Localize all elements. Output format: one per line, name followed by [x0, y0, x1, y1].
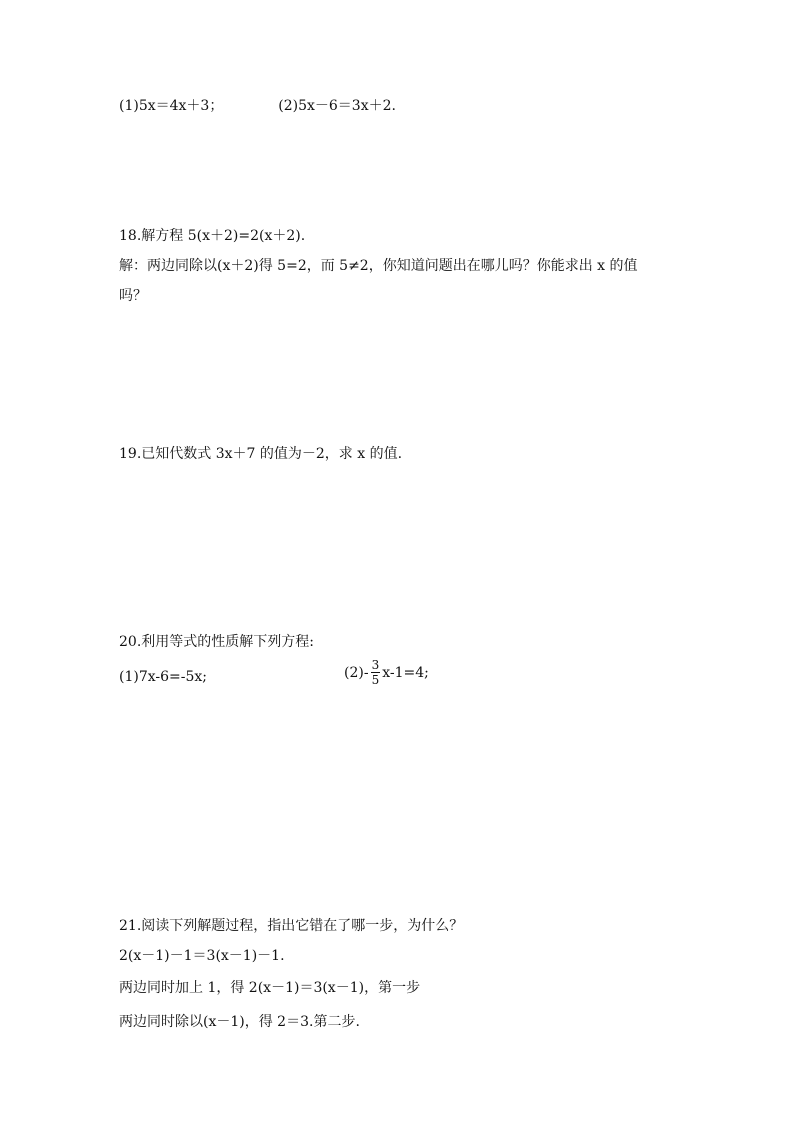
q20-fraction-numerator: 3: [371, 658, 380, 672]
q20-fraction: [371, 658, 381, 687]
q20-fraction-denominator: 5: [371, 673, 380, 687]
q21-line1: 2(x－1)－1＝3(x－1)－1.: [119, 948, 285, 964]
q21-line3: 两边同时除以(x－1)，得 2＝3.第二步.: [119, 1014, 360, 1030]
q20-part2-suffix: x-1=4;: [382, 664, 429, 681]
q20-part2-prefix: (2)-: [344, 664, 369, 681]
q18-title: 18.解方程 5(x＋2)=2(x＋2).: [119, 228, 306, 244]
q21-title: 21.阅读下列解题过程，指出它错在了哪一步，为什么？: [119, 918, 464, 934]
q18-line2: 吗？: [119, 288, 147, 304]
q20-part2: [344, 658, 429, 687]
q17-part2: (2)5x－6＝3x＋2.: [278, 98, 396, 114]
q17-part1: (1)5x＝4x＋3；: [119, 98, 224, 114]
q19-title: 19.已知代数式 3x＋7 的值为－2，求 x 的值.: [119, 446, 403, 462]
q20-title: 20.利用等式的性质解下列方程:: [119, 634, 314, 650]
q21-line2: 两边同时加上 1，得 2(x－1)＝3(x－1)，第一步: [119, 980, 421, 996]
q18-line1: 解：两边同除以(x＋2)得 5=2，而 5≠2，你知道问题出在哪儿吗？你能求出 x 的值: [119, 258, 638, 274]
q20-part1: (1)7x-6=-5x;: [119, 669, 208, 685]
q17-line: [119, 96, 396, 116]
